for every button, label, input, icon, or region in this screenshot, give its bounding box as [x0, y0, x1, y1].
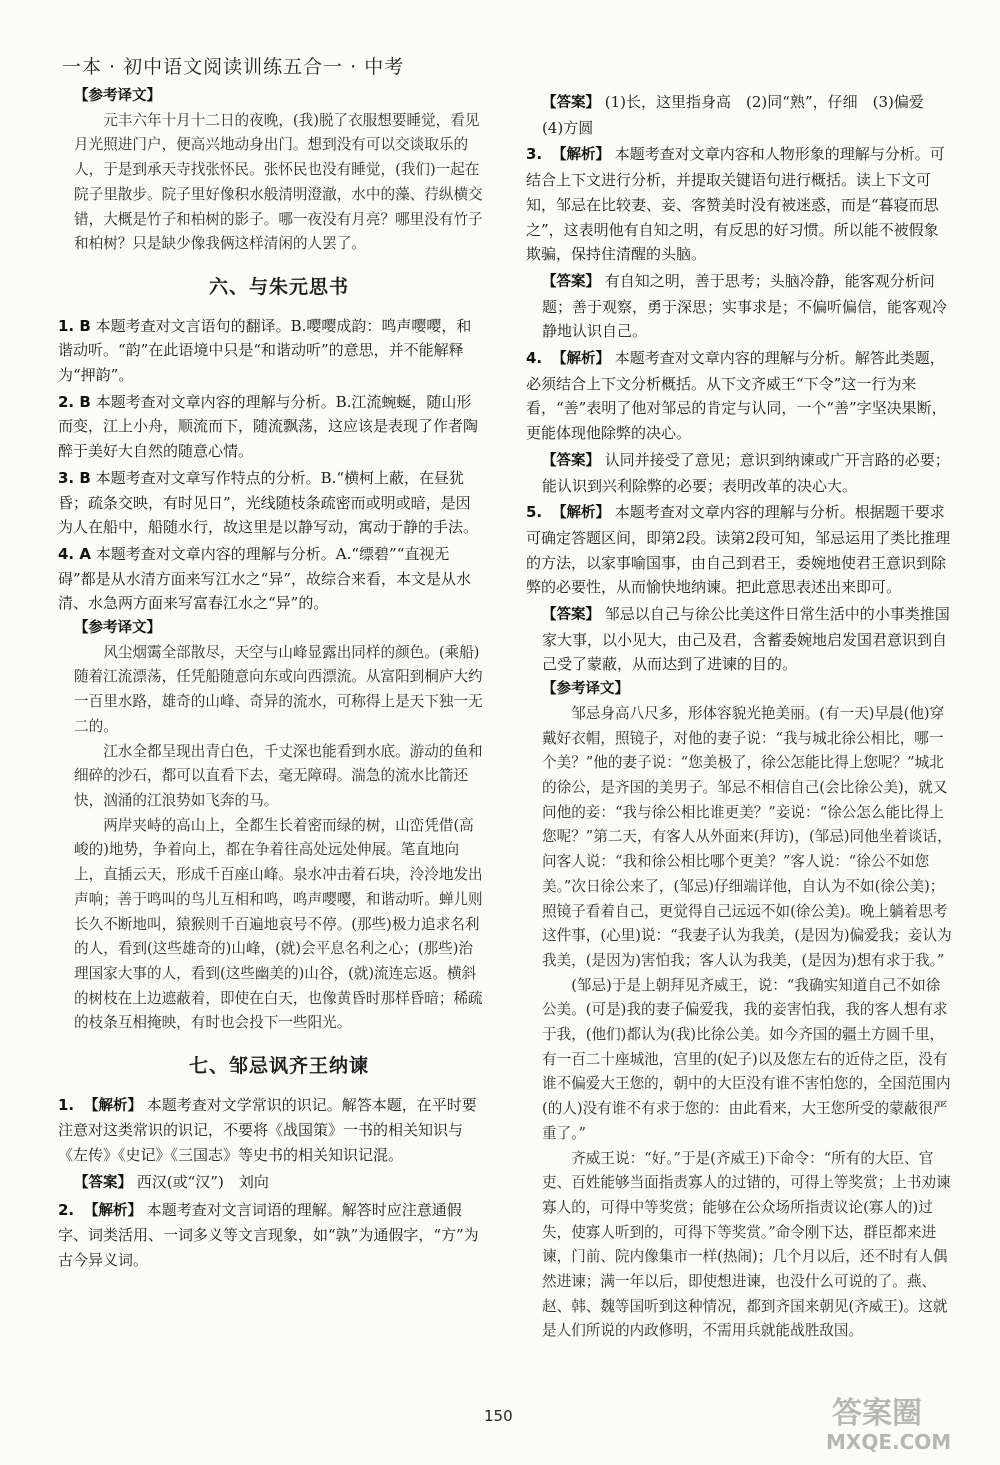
ref-label: 【参考译文】 — [542, 681, 629, 698]
answer-tag: 【答案】 — [542, 273, 600, 290]
answer-text: 邹忌以自己与徐公比美这件日常生活中的小事类推国家大事，以小见大，由己及君，含蓄委婉地启发国君意识到自己受了蒙蔽，从而达到了进谏的目的。 — [542, 605, 950, 674]
item-number: 5. — [526, 503, 543, 522]
answer-tag: 【答案】 — [542, 607, 600, 624]
answer-item-s7-2 — [58, 1198, 484, 1273]
watermark-bottom-text: MXQE.COM — [826, 1430, 952, 1454]
answer-item-1 — [58, 314, 484, 388]
answer-line — [74, 1170, 484, 1196]
ref-label: 【参考译文】 — [74, 620, 161, 637]
answer-item-s7-3 — [526, 142, 952, 267]
item-text: 本题考查对文章内容和人物形象的理解与分析。可结合上下文进行分析，并提取关键语句进行概括。读上下文可知，邹忌在比较妻、妾、客赞美时没有被迷惑，而是“暮寝而思之”，这表明他有自知之明，有反思的好习惯。所以能不被假象欺骗，保持住清醒的头脑。 — [526, 145, 945, 264]
answer-text: 西汉(或“汉”) 刘向 — [136, 1172, 269, 1191]
item-text: 本题考查对文章内容的理解与分析。A.“缥碧”“直视无碍”都是从水清方面来写江水之“异”，故综合来看，本文是从水清、水急两方面来写富春江水之“异”的。 — [58, 544, 472, 613]
analysis-tag: 【解析】 — [552, 505, 610, 522]
watermark-logo — [818, 1387, 988, 1457]
answer-line — [542, 448, 952, 498]
analysis-tag: 【解析】 — [84, 1202, 142, 1219]
answer-tag: 【答案】 — [542, 95, 600, 111]
translation-paragraph: 元丰六年十月十二日的夜晚，(我)脱了衣服想要睡觉，看见月光照进门户，便高兴地动身出门。想到没有可以交谈取乐的人，于是到承天寺找张怀民。张怀民也没有睡觉，(我们)一起在院子里散步。院子里好像积水般清明澄澈，水中的藻、荇纵横交错，大概是竹子和柏树的影子。哪一夜没有月亮？哪里没有竹子和柏树？只是缺少像我俩这样清闲的人罢了。 — [74, 111, 483, 253]
item-number: 1. — [58, 1095, 75, 1114]
translation-paragraph: 两岸夹峙的高山上，全都生长着密而绿的树，山峦凭借(高峻的)地势，争着向上，都在争着往高处远处伸展。笔直地向上，直插云天，形成千百座山峰。泉水冲击着石块，泠泠地发出声响；善于鸣叫的鸟儿互相和鸣，鸣声嘤嘤，和谐动听。蝉儿则长久不断地叫，猿猴则千百遍地哀号不停。(那些)极力追求名利的人，看到(这些雄奇的)山峰，(就)会平息名利之心；(那些)治理国家大事的人，看到(这些幽美的)山谷，(就)流连忘返。横斜的树枝在上边遮蔽着，即使在白天，也像黄昏时那样昏暗；稀疏的枝条互相掩映，有时也会投下一些阳光。 — [74, 816, 483, 1032]
item-text: 本题考查对文章写作特点的分析。B.“横柯上蔽，在昼犹昏；疏条交映，有时见日”，光线随枝条疏密而或明或暗，是因为人在船中，船随水行，故这里是以静写动，寓动于静的手法。 — [58, 468, 479, 537]
item-number: 1. B — [58, 316, 91, 335]
item-text: 本题考查对文言语句的翻译。B.嘤嘤成韵：鸣声嘤嘤，和谐动听。“韵”在此语境中只是“和谐动听”的意思，并不能解释为“押韵”。 — [58, 316, 472, 385]
answer-item-s7-4 — [526, 346, 952, 446]
item-text: 本题考查对文章内容的理解与分析。解答此类题，必须结合上下文分析概括。从下文齐威王“下令”这一行为来看，“善”表明了他对邹忌的肯定与认同，一个“善”字坚决果断，更能体现他除弊的决心。 — [526, 349, 947, 443]
answer-item-4 — [58, 542, 484, 616]
watermark-top-text: 答案圈 — [832, 1396, 922, 1431]
ref-label: 【参考译文】 — [74, 88, 161, 104]
analysis-tag: 【解析】 — [84, 1097, 142, 1114]
analysis-tag: 【解析】 — [552, 351, 610, 368]
answer-line — [542, 602, 952, 677]
item-text: 本题考查对文学常识的识记。解答本题，在平时要注意对这类常识的识记，不要将《战国策》一书的相关知识与《左传》《史记》《三国志》等史书的相关知识记混。 — [58, 1095, 477, 1165]
answer-item-3 — [58, 466, 484, 540]
item-text: 本题考查对文言词语的理解。解答时应注意通假字、词类活用、一词多义等文言现象，如“孰”为通假字，“方”为古今异义词。 — [58, 1200, 479, 1269]
answer-tag: 【答案】 — [74, 1174, 132, 1191]
item-text: 本题考查对文章内容的理解与分析。根据题干要求可确定答题区间，即第2段。读第2段可知，邹忌运用了类比推理的方法，以家事喻国事，由自己到君王，委婉地使君王意识到除弊的必要性，从而愉快地纳谏。把此意思表述出来即可。 — [526, 503, 951, 597]
page-header: 一本 · 初中语文阅读训练五合一 · 中考 — [62, 56, 405, 78]
item-number: 4. A — [58, 544, 91, 563]
analysis-tag: 【解析】 — [552, 147, 610, 164]
answer-item-s7-1 — [58, 1093, 484, 1168]
right-column — [526, 88, 952, 1344]
answer-text: 认同并接受了意见；意识到纳谏或广开言路的必要；能认识到兴利除弊的必要；表明改革的决心大。 — [542, 450, 950, 495]
translation-paragraph: 风尘烟霭全部散尽，天空与山峰显露出同样的颜色。(乘船)随着江流漂荡，任凭船随意向东或向西漂流。从富阳到桐庐大约一百里水路，雄奇的山峰、奇异的流水，可称得上是天下独一无二的。 — [74, 643, 483, 735]
translation-paragraph: (邹忌)于是上朝拜见齐威王，说：“我确实知道自己不如徐公美。(可是)我的妻子偏爱我，我的妾害怕我，我的客人想有求于我，(他们)都认为(我)比徐公美。如今齐国的疆土方圆千里，有一百二十座城池，宫里的(妃子)以及您左右的近侍之臣，没有谁不偏爱大王您的，朝中的大臣没有谁不害怕您的，全国范围内(的人)没有谁不有求于您的：由此看来，大王您所受的蒙蔽很严重了。” — [542, 976, 951, 1142]
section-title-7: 七、邹忌讽齐王纳谏 — [188, 1055, 369, 1078]
item-number: 2. B — [58, 392, 91, 411]
translation-paragraph: 齐威王说：“好。”于是(齐威王)下命令：“所有的大臣、官吏、百姓能够当面指责寡人的过错的，可得上等奖赏；上书劝谏寡人的，可得中等奖赏；能够在公众场所指责议论(寡人的)过失，使寡人听到的，可得下等奖赏。”命令刚下达，群臣都来进谏，门前、院内像集市一样(热闹)；几个月以后，还不时有人偶然进谏；满一年以后，即使想进谏，也没什么可说的了。燕、赵、韩、魏等国听到这种情况，都到齐国来朝见(齐威王)。这就是人们所说的内政修明，不需用兵就能战胜敌国。 — [542, 1149, 951, 1340]
item-text: 本题考查对文章内容的理解与分析。B.江流蜿蜒，随山形而变，江上小舟，顺流而下，随流飘荡，这应该是表现了作者陶醉于美好大自然的随意心情。 — [58, 392, 479, 461]
translation-paragraph: 江水全都呈现出青白色，千丈深也能看到水底。游动的鱼和细碎的沙石，都可以直看下去，毫无障碍。湍急的流水比箭还快，汹涌的江浪势如飞奔的马。 — [74, 742, 483, 809]
answer-item-2 — [58, 390, 484, 464]
answer-text: 有自知之明，善于思考；头脑冷静，能客观分析问题；善于观察，勇于深思；实事求是；不偏听偏信，能客观冷静地认识自己。 — [542, 271, 948, 341]
item-number: 2. — [58, 1200, 75, 1219]
answer-line — [542, 269, 952, 344]
left-column — [58, 84, 484, 1273]
item-number: 4. — [526, 349, 543, 368]
item-number: 3. — [526, 145, 543, 164]
answer-text: (1)长，这里指身高 (2)同“熟”，仔细 (3)偏爱 (4)方圆 — [542, 93, 939, 137]
page-number: 150 — [484, 1407, 513, 1425]
answer-tag: 【答案】 — [542, 452, 600, 469]
item-number: 3. B — [58, 468, 91, 487]
translation-paragraph: 邹忌身高八尺多，形体容貌光艳美丽。(有一天)早晨(他)穿戴好衣帽，照镜子，对他的妻子说：“我与城北徐公相比，哪一个美？”他的妻子说：“您美极了，徐公怎能比得上您呢？”城北的徐公，是齐国的美男子。邹忌不相信自己(会比徐公美)，就又问他的妾：“我与徐公相比谁更美？”妾说：“徐公怎么能比得上您呢？”第二天，有客人从外面来(拜访)，(邹忌)同他坐着谈话，问客人说：“我和徐公相比哪个更美？”客人说：“徐公不如您美。”次日徐公来了，(邹忌)仔细端详他，自认为不如(徐公美)；照镜子看着自己，更觉得自己远远不如(徐公美)。晚上躺着思考这件事，(心里)说：“我妻子认为我美，(是因为)偏爱我；妾认为我美，(是因为)害怕我；客人认为我美，(是因为)想有求于我。” — [542, 704, 952, 969]
answer-item-s7-5 — [526, 500, 952, 600]
answer-line — [542, 90, 952, 140]
section-title-6: 六、与朱元思书 — [208, 275, 349, 298]
